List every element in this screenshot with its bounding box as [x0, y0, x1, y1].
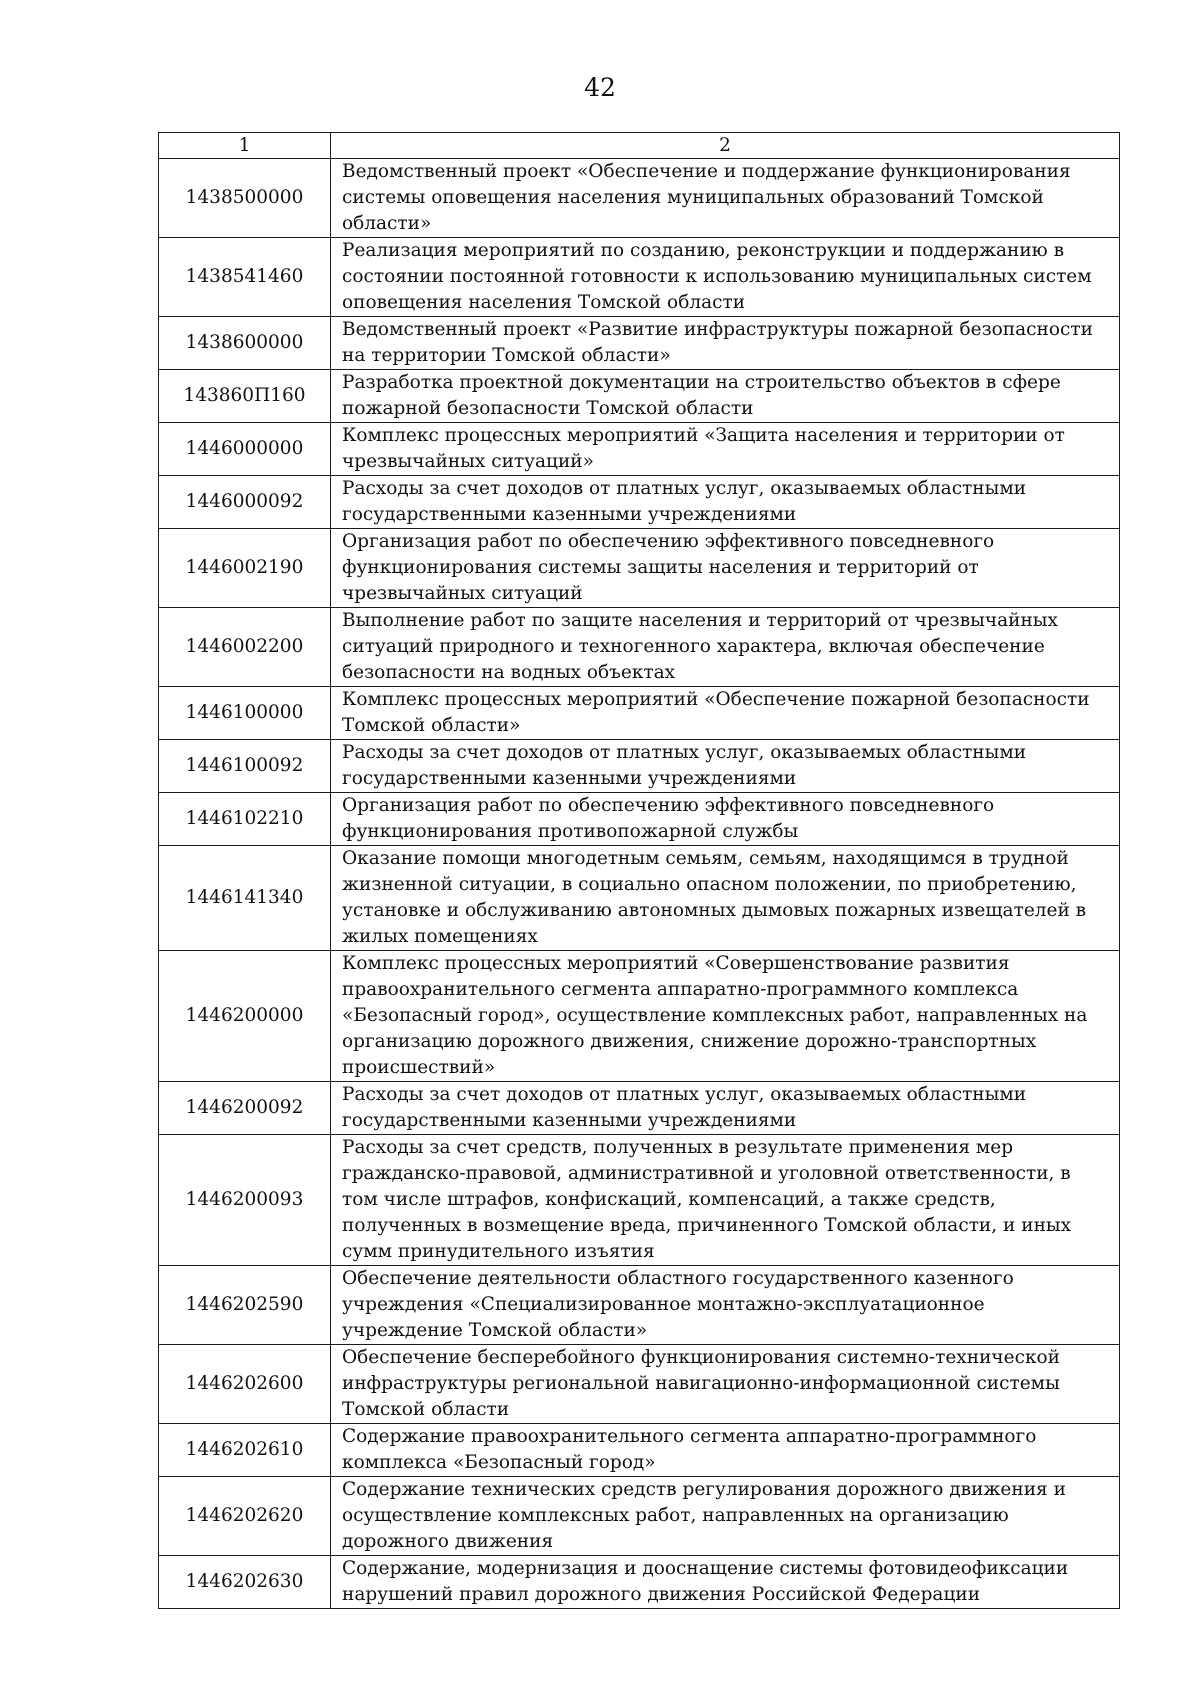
code-cell: 1446000000: [159, 423, 331, 476]
description-cell: Ведомственный проект «Развитие инфраструктуры пожарной безопасности на территории Томской области»: [331, 317, 1120, 370]
description-cell: Разработка проектной документации на строительство объектов в сфере пожарной безопасности Томской области: [331, 370, 1120, 423]
budget-classification-table: [158, 132, 1120, 1609]
code-cell: 1446000092: [159, 476, 331, 529]
code-cell: 1446002190: [159, 529, 331, 608]
table-row: [159, 687, 1120, 740]
table-row: [159, 1082, 1120, 1135]
table-row: [159, 423, 1120, 476]
table-header-row: [159, 133, 1120, 159]
code-cell: 1446202590: [159, 1266, 331, 1345]
table-row: [159, 1477, 1120, 1556]
column-header-2: 2: [331, 133, 1120, 159]
table-row: [159, 740, 1120, 793]
table-body: [159, 133, 1120, 1609]
description-cell: Комплекс процессных мероприятий «Совершенствование развития правоохранительного сегмента аппаратно-программного комплекса «Безопасный город», осуществление комплексных работ, направленных на организацию дорожного движения, снижение дорожно-транспортных происшествий»: [331, 951, 1120, 1082]
code-cell: 1446002200: [159, 608, 331, 687]
code-cell: 1446200000: [159, 951, 331, 1082]
table-row: [159, 159, 1120, 238]
table-row: [159, 608, 1120, 687]
description-cell: Оказание помощи многодетным семьям, семьям, находящимся в трудной жизненной ситуации, в социально опасном положении, по приобретению, установке и обслуживанию автономных дымовых пожарных извещателей в жилых помещениях: [331, 846, 1120, 951]
description-cell: Содержание технических средств регулирования дорожного движения и осуществление комплексных работ, направленных на организацию дорожного движения: [331, 1477, 1120, 1556]
table-row: [159, 1556, 1120, 1609]
description-cell: Организация работ по обеспечению эффективного повседневного функционирования системы защиты населения и территорий от чрезвычайных ситуаций: [331, 529, 1120, 608]
page-number: 42: [584, 73, 616, 102]
code-cell: 1446202600: [159, 1345, 331, 1424]
table-row: [159, 1424, 1120, 1477]
code-cell: 1438500000: [159, 159, 331, 238]
table-row: [159, 476, 1120, 529]
table-row: [159, 793, 1120, 846]
code-cell: 1446200092: [159, 1082, 331, 1135]
description-cell: Ведомственный проект «Обеспечение и поддержание функционирования системы оповещения населения муниципальных образований Томской области»: [331, 159, 1120, 238]
code-cell: 1438541460: [159, 238, 331, 317]
code-cell: 1446141340: [159, 846, 331, 951]
table-row: [159, 370, 1120, 423]
description-cell: Выполнение работ по защите населения и территорий от чрезвычайных ситуаций природного и техногенного характера, включая обеспечение безопасности на водных объектах: [331, 608, 1120, 687]
table-row: [159, 951, 1120, 1082]
table-row: [159, 1135, 1120, 1266]
code-cell: 1446202630: [159, 1556, 331, 1609]
table-row: [159, 1266, 1120, 1345]
description-cell: Расходы за счет средств, полученных в результате применения мер гражданско-правовой, административной и уголовной ответственности, в том числе штрафов, конфискаций, компенсаций, а также средств, полученных в возмещение вреда, причиненного Томской области, и иных сумм принудительного изъятия: [331, 1135, 1120, 1266]
description-cell: Реализация мероприятий по созданию, реконструкции и поддержанию в состоянии постоянной готовности к использованию муниципальных систем оповещения населения Томской области: [331, 238, 1120, 317]
code-cell: 143860П160: [159, 370, 331, 423]
description-cell: Комплекс процессных мероприятий «Защита населения и территории от чрезвычайных ситуаций»: [331, 423, 1120, 476]
description-cell: Обеспечение деятельности областного государственного казенного учреждения «Специализированное монтажно-эксплуатационное учреждение Томской области»: [331, 1266, 1120, 1345]
description-cell: Комплекс процессных мероприятий «Обеспечение пожарной безопасности Томской области»: [331, 687, 1120, 740]
table-row: [159, 317, 1120, 370]
description-cell: Организация работ по обеспечению эффективного повседневного функционирования противопожарной службы: [331, 793, 1120, 846]
description-cell: Обеспечение бесперебойного функционирования системно-технической инфраструктуры региональной навигационно-информационной системы Томской области: [331, 1345, 1120, 1424]
code-cell: 1446100092: [159, 740, 331, 793]
code-cell: 1446100000: [159, 687, 331, 740]
table-row: [159, 1345, 1120, 1424]
description-cell: Содержание, модернизация и дооснащение системы фотовидеофиксации нарушений правил дорожного движения Российской Федерации: [331, 1556, 1120, 1609]
code-cell: 1446202620: [159, 1477, 331, 1556]
code-cell: 1446102210: [159, 793, 331, 846]
code-cell: 1446202610: [159, 1424, 331, 1477]
description-cell: Расходы за счет доходов от платных услуг, оказываемых областными государственными казенными учреждениями: [331, 740, 1120, 793]
description-cell: Расходы за счет доходов от платных услуг, оказываемых областными государственными казенными учреждениями: [331, 1082, 1120, 1135]
code-cell: 1446200093: [159, 1135, 331, 1266]
table-row: [159, 238, 1120, 317]
table-row: [159, 529, 1120, 608]
code-cell: 1438600000: [159, 317, 331, 370]
column-header-1: 1: [159, 133, 331, 159]
description-cell: Содержание правоохранительного сегмента аппаратно-программного комплекса «Безопасный город»: [331, 1424, 1120, 1477]
table-row: [159, 846, 1120, 951]
description-cell: Расходы за счет доходов от платных услуг, оказываемых областными государственными казенными учреждениями: [331, 476, 1120, 529]
